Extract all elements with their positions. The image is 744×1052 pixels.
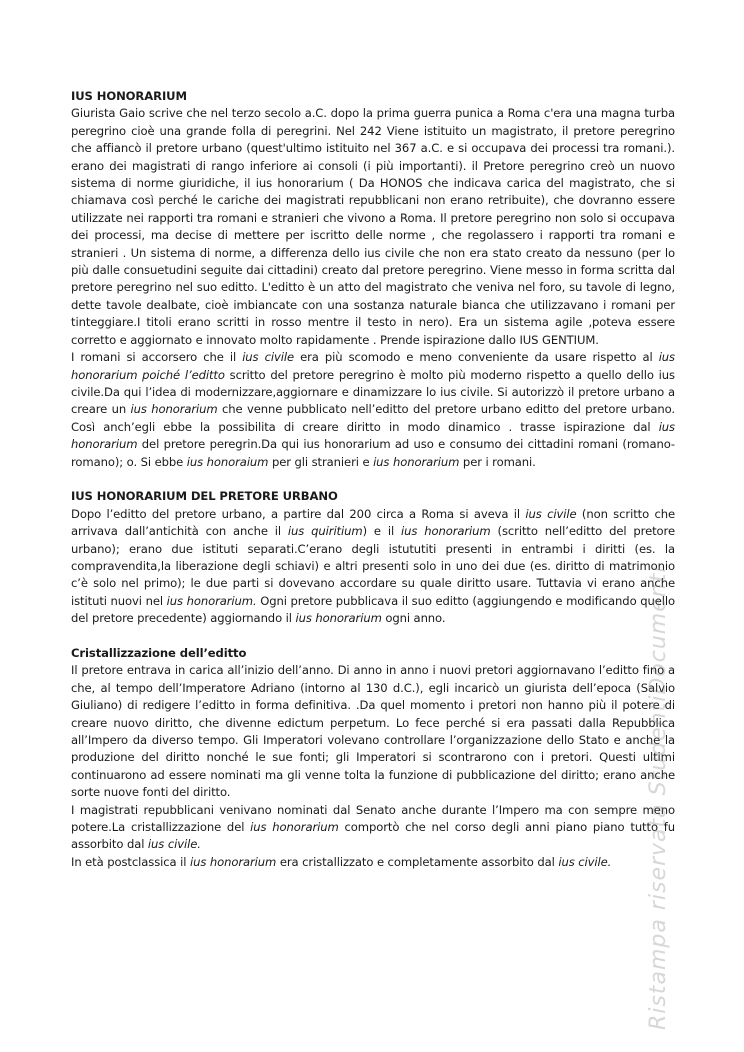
paragraph (71, 105, 675, 349)
italic-text: ius civile. (558, 854, 612, 869)
italic-text: ius honorarium poiché l’editto (71, 350, 675, 382)
text-run: era cristallizzato e completamente assorbito dal (276, 854, 559, 869)
watermark-text: Ristampa riservata StudentiDocumenti (646, 565, 671, 1030)
italic-text: ius civile (242, 350, 295, 365)
italic-text: ius civile (525, 506, 577, 521)
italic-text: ius honorarium (71, 419, 675, 452)
text-run: era più scomodo e meno conveniente da usare rispetto al (294, 350, 659, 365)
section-heading: Cristallizzazione dell’editto (71, 645, 247, 660)
italic-text: ius honorarium (250, 820, 339, 835)
section-heading: IUS HONORARIUM (71, 89, 187, 103)
italic-text: ius civile. (147, 837, 201, 852)
text-run: Il pretore entrava in carica all’inizio dell’anno. Di anno in anno i nuovi pretori aggiornavano l’editto fino a che, al tempo dell’Imperatore Adriano (intorno al 130 d.C.), egli incaricò un giurista dell’epoca (Salvio Giuliano) di redigere l’editto in forma definitiva. .Da quel momento i pretori non hanno più il potere di creare nuovo diritto, che divenne edictum perpetum. Lo fece perché si era passati dalla Repubblica all’Impero da diverso tempo. Gli Imperatori volevano controllare l’organizzazione dello Stato e anche la produzione del diritto nonché le sue fonti; gli Imperatori si scontrarono con i pretori. Questi ultimi continuarono ad essere nominati ma gli venne tolta la funzione di pubblicazione del diritto; erano anche sorte nuove fonti del diritto. (71, 663, 675, 800)
paragraph (71, 506, 675, 628)
italic-text: ius honorarium. (166, 593, 257, 608)
paragraph (71, 349, 675, 471)
section-pretore-urbano (71, 488, 675, 627)
text-run: In età postclassica il (71, 854, 190, 869)
italic-text: ius quiritium (287, 524, 363, 539)
section-cristallizzazione (71, 645, 675, 871)
text-run: ogni anno. (381, 611, 446, 626)
italic-text: ius honorarium (130, 402, 218, 417)
text-run: (scritto nell’editto del pretore urbano); erano due istituti separati.C’erano degli istututiti presenti in entrambi i diritti (es. la compravendita,la liberazione degli schiavi) e altri presenti solo in uno dei due (es. diritto di matrimonio c’è solo nel primo); le due parti si dovevano accordare su quale diritto usare. Tuttavia vi erano anche istituti nuovi nel (71, 524, 675, 608)
italic-text: ius honoraium (186, 454, 269, 469)
text-run: (non scritto che arrivava dall’antichità con anche il (71, 506, 676, 539)
italic-text: ius honorarium (295, 611, 382, 626)
section-gap (71, 471, 675, 488)
italic-text: ius honorarium (373, 454, 460, 469)
text-run: comportò che nel corso degli anni piano piano tutto fu assorbito dal (71, 820, 675, 852)
text-run: Dopo l’editto del pretore urbano, a partire dal 200 circa a Roma si aveva il (71, 506, 526, 521)
text-run: ) e il (362, 524, 402, 539)
section-heading: IUS HONORARIUM DEL PRETORE URBANO (71, 489, 338, 504)
paragraph (71, 802, 675, 854)
section-ius-honorarium (71, 88, 675, 471)
text-run: Giurista Gaio scrive che nel terzo secolo a.C. dopo la prima guerra punica a Roma c'era una magna turba peregrino cioè una grande folla di peregrini. Nel 242 Viene istituito un magistrato, il pretore peregrino che affiancò il pretore urbano (quest'ultimo istituito nel 367 a.C. e si occupava dei processi tra romani.). erano dei magistrati di rango inferiore ai consoli (i più importanti). il Pretore peregrino creò un nuovo sistema di norme giuridiche, il ius honorarium ( Da HONOS che indicava carica del magistrato, che si chiamava così perché le cariche dei magistrati repubblicani non erano retribuite), che dovranno essere utilizzate nei rapporti tra romani e stranieri che vivono a Roma. Il pretore peregrino non solo si occupava dei processi, ma decise di mettere per iscritto delle norme , che regolassero i rapporti tra romani e stranieri . Un sistema di norme, a differenza dello ius civile che non era stato creato da nessuno (per lo più dalle consuetudini seguite dai cittadini) creato dal pretore peregrino. Viene messo in forma scritta dal pretore peregrino nel suo editto. L'editto è un atto del magistrato che veniva nel foro, su tavole di legno, dette tavole dealbate, cioè imbiancate con una sostanza naturale bianca che utilizzavano i romani per tinteggiare.I titoli erano scritti in rosso mentre il testo in nero). Era un sistema agile ,poteva essere corretto e aggiornato e innovato molto rapidamente . Prende ispirazione dallo IUS GENTIUM. (71, 106, 675, 347)
text-run: I romani si accorsero che il (71, 350, 243, 365)
text-run: che venne pubblicato nell’editto del pretore urbano editto del pretore urbano. Così anch’egli ebbe la possibilita di creare diritto in modo dinamico . trasse ispirazione dal (71, 402, 675, 434)
section-gap (71, 628, 675, 645)
document-body (71, 88, 675, 871)
text-run: del pretore peregrin.Da qui ius honorarium ad uso e consumo dei cittadini romani (romano-romano); o. Si ebbe (71, 437, 675, 469)
paragraph (71, 854, 675, 871)
text-run: per gli stranieri e (268, 454, 374, 469)
text-run: scritto del pretore peregrino è molto più moderno rispetto a quello dello ius civile.Da qui l’idea di modernizzare,aggiornare e dinamizzare lo ius civile. Si autorizzò il pretore urbano a creare un (71, 367, 675, 417)
text-run: Ogni pretore pubblicava il suo editto (aggiungendo e modificando quello del pretore precedente) aggiornando il (71, 593, 675, 626)
text-run: I magistrati repubblicani venivano nominati dal Senato anche durante l’Impero ma con sempre meno potere.La cristallizzazione del (71, 802, 675, 835)
italic-text: ius honorarium (189, 854, 277, 869)
paragraph (71, 662, 675, 801)
italic-text: ius honorarium (401, 524, 491, 539)
text-run: per i romani. (459, 454, 536, 469)
